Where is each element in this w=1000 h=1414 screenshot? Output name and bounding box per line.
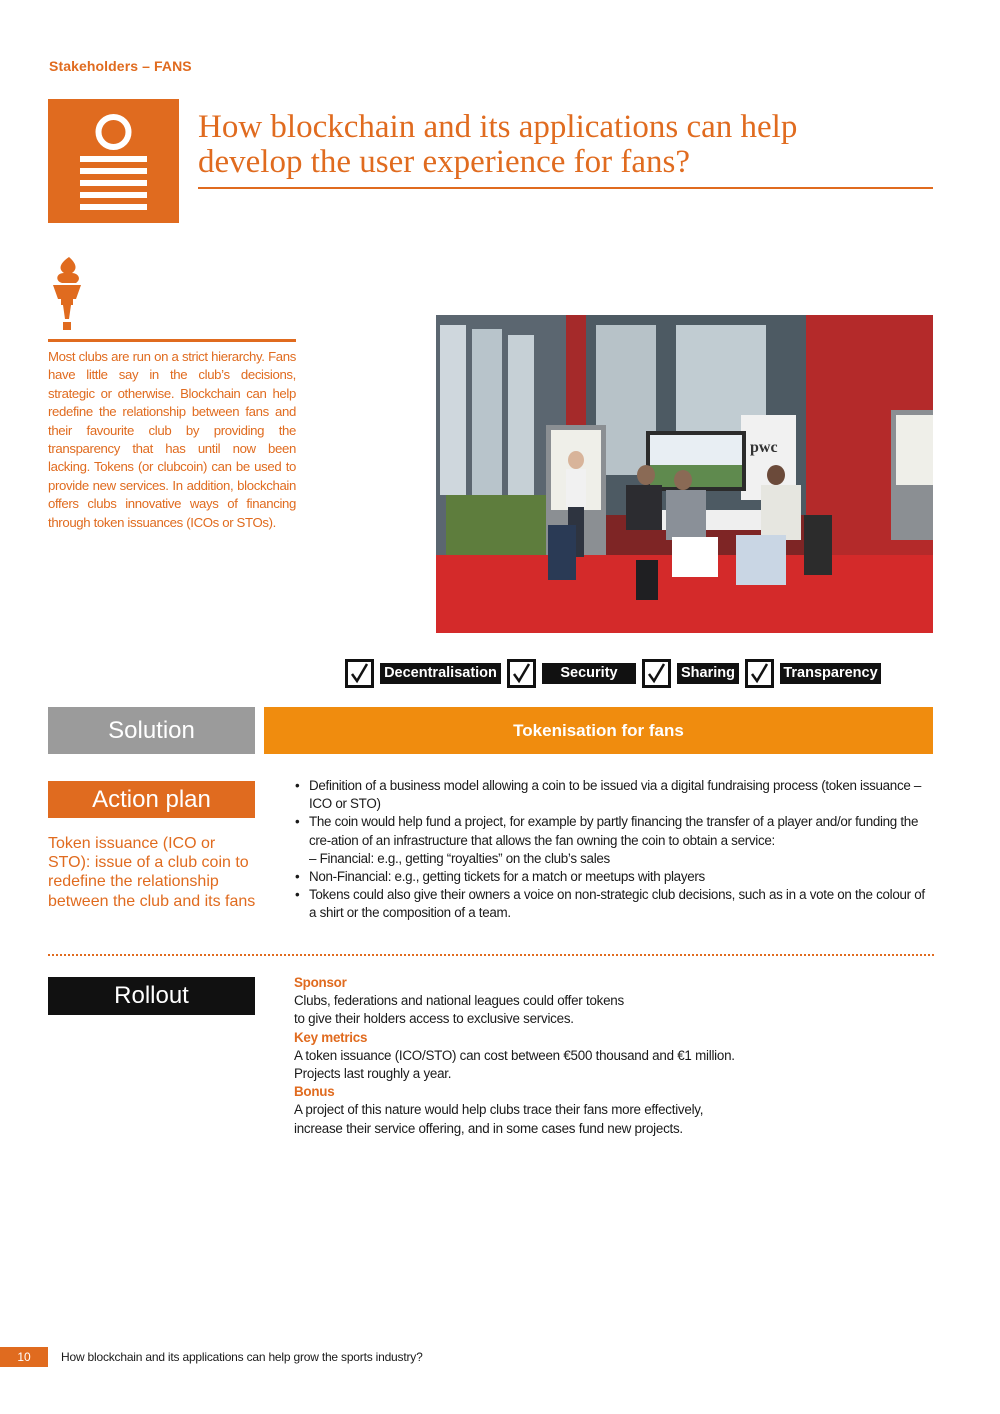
tag-sharing: Sharing <box>677 663 739 684</box>
solution-title: Tokenisation for fans <box>264 707 933 754</box>
tag-transparency: Transparency <box>780 663 881 684</box>
rollout-label: Rollout <box>48 977 255 1015</box>
bonus-text: increase their service offering, and in some cases fund new projects. <box>294 1120 683 1136</box>
list-item: • The coin would help fund a project, for example by partly financing the transfer of a player and/or funding the cre-ation of an infrastructure that allows the fan owning the coin to obtain a service: <box>294 813 934 849</box>
list-item: • Tokens could also give their owners a voice on non-strategic club decisions, such as in a vote on the colour of a shirt or the composition of a team. <box>294 886 934 922</box>
checkbox-icon <box>507 659 536 688</box>
key-metrics-text: Projects last roughly a year. <box>294 1066 452 1082</box>
page-title-line-2: develop the user experience for fans? <box>198 144 691 180</box>
page-title <box>198 110 933 180</box>
key-metrics-text: A token issuance (ICO/STO) can cost between €500 thousand and €1 million. <box>294 1047 735 1063</box>
action-plan-label: Action plan <box>48 781 255 818</box>
action-plan-summary: Token issuance (ICO or STO): issue of a club coin to redefine the relationship between the club and its fans <box>48 835 256 910</box>
tag-decentralisation: Decentralisation <box>380 663 501 684</box>
key-metrics-heading: Key metrics <box>294 1029 368 1045</box>
checkbox-icon <box>642 659 671 688</box>
checkbox-icon <box>345 659 374 688</box>
intro-divider <box>48 339 296 342</box>
tag-security: Security <box>542 663 636 684</box>
title-divider <box>198 187 933 189</box>
bonus-text: A project of this nature would help clubs trace their fans more effectively, <box>294 1102 704 1118</box>
bonus-heading: Bonus <box>294 1084 335 1100</box>
sponsor-text: Clubs, federations and national leagues could offer tokens <box>294 993 624 1009</box>
section-divider <box>48 954 934 956</box>
action-plan-list <box>294 777 934 923</box>
checkbox-icon <box>745 659 774 688</box>
page-title-line-1: How blockchain and its applications can help <box>198 109 798 145</box>
footer-text: How blockchain and its applications can help grow the sports industry? <box>61 1350 423 1364</box>
photo-sign-text: pwc <box>750 439 778 456</box>
list-item: – Financial: e.g., getting “royalties” on the club’s sales <box>309 850 610 866</box>
rollout-details <box>294 974 934 1138</box>
user-icon <box>48 99 179 223</box>
solution-label: Solution <box>48 707 255 754</box>
workshop-photo <box>436 315 933 633</box>
torch-icon <box>50 255 84 333</box>
page-number: 10 <box>0 1347 48 1367</box>
list-item: • Definition of a business model allowing a coin to be issued via a digital fundraising process (token issuance – ICO or STO) <box>294 777 934 813</box>
list-item: • Non-Financial: e.g., getting tickets for a match or meetups with players <box>294 868 934 886</box>
section-label: Stakeholders – FANS <box>49 58 192 74</box>
intro-text: Most clubs are run on a strict hierarchy. Fans have little say in the club’s decisions, strategic or otherwise. Blockchain can help redefine the relationship between fans and their favourite club by providing the transparency that has until now been lacking. Tokens (or clubcoin) can be used to provide new services. In addition, blockchain offers clubs innovative ways of financing through token issuances (ICOs or STOs). <box>48 349 296 530</box>
sponsor-text: to give their holders access to exclusive services. <box>294 1011 574 1027</box>
sponsor-heading: Sponsor <box>294 975 347 990</box>
